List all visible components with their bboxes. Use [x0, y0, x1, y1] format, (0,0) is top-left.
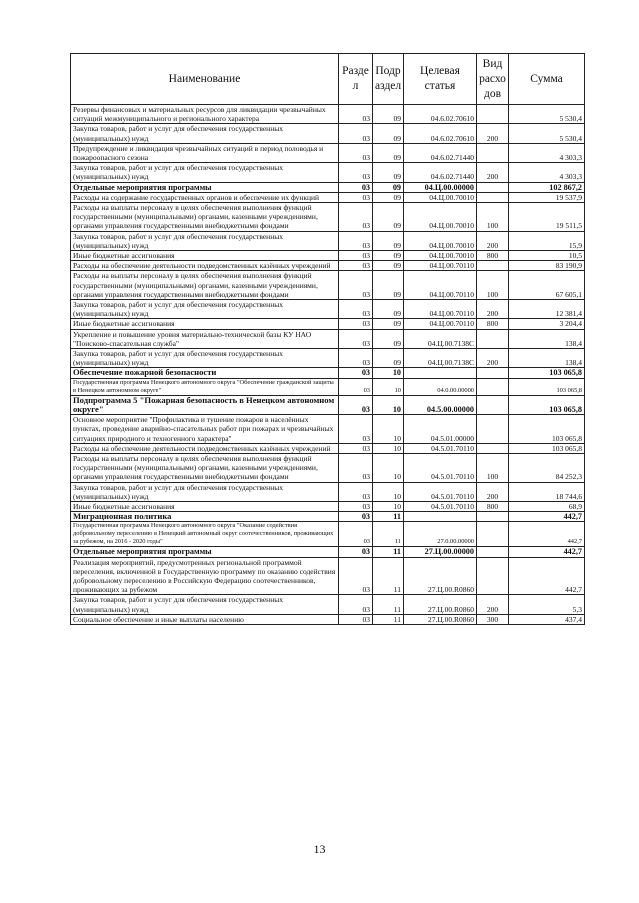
table-row	[71, 271, 585, 300]
row-section-cell: 03	[339, 443, 373, 453]
row-sum-cell: 437,4	[509, 614, 585, 624]
row-section-cell: 03	[339, 547, 373, 557]
row-expense-type-cell: 800	[477, 319, 509, 329]
table-row	[71, 203, 585, 232]
row-target-cell: 04.5.01.00000	[404, 415, 477, 444]
row-expense-type-cell	[477, 105, 509, 124]
table-row	[71, 349, 585, 368]
row-name-cell: Иные бюджетные ассигнования	[71, 501, 339, 511]
row-target-cell	[404, 512, 477, 522]
row-expense-type-cell	[477, 395, 509, 414]
row-subsection-cell: 09	[373, 251, 404, 261]
table-row	[71, 453, 585, 482]
row-subsection-cell: 11	[373, 557, 404, 595]
row-name-cell: Расходы на выплаты персоналу в целях обеспечения выполнения функций государственными (муниципальными) органами, казенными учреждениями, органами управления государственными внебюджетными фондами	[71, 203, 339, 232]
header-name: Наименование	[71, 54, 339, 105]
row-section-cell: 03	[339, 415, 373, 444]
row-expense-type-cell: 200	[477, 482, 509, 501]
table-row	[71, 501, 585, 511]
row-sum-cell: 442,7	[509, 557, 585, 595]
row-section-cell: 03	[339, 557, 373, 595]
row-name-cell: Закупка товаров, работ и услуг для обеспечения государственных (муниципальных) нужд	[71, 482, 339, 501]
row-target-cell: 04.Ц.00.70010	[404, 251, 477, 261]
row-expense-type-cell	[477, 192, 509, 202]
row-name-cell: Закупка товаров, работ и услуг для обеспечения государственных (муниципальных) нужд	[71, 163, 339, 182]
row-subsection-cell: 11	[373, 614, 404, 624]
row-sum-cell: 18 744,6	[509, 482, 585, 501]
row-expense-type-cell	[477, 329, 509, 348]
table-row	[71, 595, 585, 614]
row-expense-type-cell: 200	[477, 595, 509, 614]
row-expense-type-cell	[477, 443, 509, 453]
table-row	[71, 163, 585, 182]
row-target-cell: 04.6.02.71440	[404, 143, 477, 162]
row-name-cell: Расходы на обеспечение деятельности подведомственных казённых учреждений	[71, 261, 339, 271]
row-subsection-cell: 10	[373, 395, 404, 414]
row-name-cell: Предупреждение и ликвидация чрезвычайных ситуаций в период половодья и пожароопасного сезона	[71, 143, 339, 162]
row-name-cell: Резервы финансовых и материальных ресурсов для ликвидации чрезвычайных ситуаций межмуниципального и регионального характера	[71, 105, 339, 124]
row-section-cell: 03	[339, 395, 373, 414]
row-section-cell: 03	[339, 319, 373, 329]
row-subsection-cell: 09	[373, 203, 404, 232]
row-expense-type-cell	[477, 512, 509, 522]
row-section-cell: 03	[339, 501, 373, 511]
row-sum-cell: 442,7	[509, 547, 585, 557]
row-section-cell: 03	[339, 368, 373, 378]
row-target-cell: 04.6.02.70610	[404, 105, 477, 124]
row-section-cell: 03	[339, 522, 373, 547]
row-target-cell: 04.Ц.00.7138С	[404, 329, 477, 348]
row-sum-cell: 103 065,8	[509, 368, 585, 378]
row-subsection-cell: 09	[373, 192, 404, 202]
row-subsection-cell: 09	[373, 124, 404, 143]
row-target-cell: 04.Ц.00.7138С	[404, 349, 477, 368]
row-expense-type-cell: 800	[477, 501, 509, 511]
row-subsection-cell: 09	[373, 261, 404, 271]
row-sum-cell: 12 381,4	[509, 300, 585, 319]
row-section-cell: 03	[339, 251, 373, 261]
row-sum-cell: 5 530,4	[509, 124, 585, 143]
budget-table-wrapper	[70, 53, 584, 625]
table-row	[71, 192, 585, 202]
row-section-cell: 03	[339, 378, 373, 395]
row-target-cell: 04.6.02.71440	[404, 163, 477, 182]
header-target: Целевая статья	[404, 54, 477, 105]
row-target-cell: 04.6.02.70610	[404, 124, 477, 143]
row-target-cell: 04.Ц.00.70010	[404, 203, 477, 232]
row-subsection-cell: 11	[373, 547, 404, 557]
row-expense-type-cell: 100	[477, 271, 509, 300]
row-name-cell: Социальное обеспечение и иные выплаты населению	[71, 614, 339, 624]
row-expense-type-cell: 200	[477, 124, 509, 143]
row-name-cell: Расходы на выплаты персоналу в целях обеспечения выполнения функций государственными (муниципальными) органами, казенными учреждениями, органами управления государственными внебюджетными фондами	[71, 271, 339, 300]
row-sum-cell: 103 065,8	[509, 415, 585, 444]
table-row	[71, 143, 585, 162]
row-section-cell: 03	[339, 182, 373, 192]
row-section-cell: 03	[339, 261, 373, 271]
row-sum-cell: 84 252,3	[509, 453, 585, 482]
row-name-cell: Закупка товаров, работ и услуг для обеспечения государственных (муниципальных) нужд	[71, 595, 339, 614]
row-name-cell: Закупка товаров, работ и услуг для обеспечения государственных (муниципальных) нужд	[71, 349, 339, 368]
table-row	[71, 443, 585, 453]
row-subsection-cell: 09	[373, 182, 404, 192]
row-expense-type-cell	[477, 557, 509, 595]
row-sum-cell: 103 065,8	[509, 378, 585, 395]
row-subsection-cell: 09	[373, 143, 404, 162]
header-expense-type: Вид расхо дов	[477, 54, 509, 105]
row-sum-cell: 3 204,4	[509, 319, 585, 329]
row-subsection-cell: 09	[373, 329, 404, 348]
row-target-cell: 04.5.01.70110	[404, 482, 477, 501]
row-sum-cell: 19 511,5	[509, 203, 585, 232]
row-sum-cell: 102 867,2	[509, 182, 585, 192]
table-row	[71, 415, 585, 444]
row-section-cell: 03	[339, 271, 373, 300]
row-name-cell: Государственная программа Ненецкого автономного округа "Оказание содействия добровольному переселению в Ненецкий автономный округ соотечественников, проживающих за рубежом, на 2016 - 2020 годы"	[71, 522, 339, 547]
row-section-cell: 03	[339, 124, 373, 143]
row-sum-cell: 4 303,3	[509, 143, 585, 162]
row-expense-type-cell: 800	[477, 251, 509, 261]
table-row	[71, 300, 585, 319]
row-section-cell: 03	[339, 143, 373, 162]
row-target-cell: 04.Ц.00.70110	[404, 261, 477, 271]
row-subsection-cell: 09	[373, 349, 404, 368]
row-target-cell: 04.Ц.00.70010	[404, 231, 477, 250]
row-sum-cell: 103 065,8	[509, 395, 585, 414]
row-section-cell: 03	[339, 482, 373, 501]
table-row	[71, 547, 585, 557]
row-target-cell: 27.Ц.00.R0860	[404, 557, 477, 595]
row-subsection-cell: 09	[373, 319, 404, 329]
row-target-cell	[404, 368, 477, 378]
row-target-cell: 04.Ц.00.70010	[404, 192, 477, 202]
table-body	[71, 105, 585, 625]
table-row	[71, 368, 585, 378]
row-expense-type-cell	[477, 182, 509, 192]
row-target-cell: 04.5.01.70110	[404, 453, 477, 482]
row-expense-type-cell	[477, 261, 509, 271]
row-section-cell: 03	[339, 595, 373, 614]
row-name-cell: Обеспечение пожарной безопасности	[71, 368, 339, 378]
row-expense-type-cell: 100	[477, 453, 509, 482]
row-section-cell: 03	[339, 512, 373, 522]
row-subsection-cell: 09	[373, 163, 404, 182]
table-header-row	[71, 54, 585, 105]
row-expense-type-cell: 300	[477, 614, 509, 624]
row-sum-cell: 19 537,9	[509, 192, 585, 202]
table-row	[71, 105, 585, 124]
row-expense-type-cell	[477, 143, 509, 162]
row-expense-type-cell	[477, 378, 509, 395]
row-subsection-cell: 09	[373, 231, 404, 250]
row-subsection-cell: 09	[373, 271, 404, 300]
row-target-cell: 27.Ц.00.R0860	[404, 595, 477, 614]
table-row	[71, 124, 585, 143]
row-target-cell: 27.Ц.00.00000	[404, 547, 477, 557]
row-section-cell: 03	[339, 231, 373, 250]
row-name-cell: Подпрограмма 5 "Пожарная безопасность в Ненецком автономном округе"	[71, 395, 339, 414]
table-row	[71, 482, 585, 501]
table-row	[71, 512, 585, 522]
table-row	[71, 378, 585, 395]
row-section-cell: 03	[339, 163, 373, 182]
row-subsection-cell: 10	[373, 482, 404, 501]
row-sum-cell: 442,7	[509, 522, 585, 547]
table-row	[71, 182, 585, 192]
row-expense-type-cell: 200	[477, 300, 509, 319]
row-sum-cell: 4 303,3	[509, 163, 585, 182]
row-section-cell: 03	[339, 192, 373, 202]
row-name-cell: Закупка товаров, работ и услуг для обеспечения государственных (муниципальных) нужд	[71, 300, 339, 319]
row-subsection-cell: 09	[373, 300, 404, 319]
row-section-cell: 03	[339, 349, 373, 368]
row-name-cell: Государственная программа Ненецкого автономного округа "Обеспечение гражданской защиты в Ненецком автономном округе"	[71, 378, 339, 395]
header-section: Разде л	[339, 54, 373, 105]
row-name-cell: Иные бюджетные ассигнования	[71, 319, 339, 329]
row-name-cell: Основное мероприятие "Профилактика и тушение пожаров в населённых пунктах, проведение аварийно-спасательных работ при пожарах и чрезвычайных ситуациях природного и техногенного характера"	[71, 415, 339, 444]
row-sum-cell: 15,9	[509, 231, 585, 250]
row-expense-type-cell: 200	[477, 163, 509, 182]
row-name-cell: Расходы на обеспечение деятельности подведомственных казённых учреждений	[71, 443, 339, 453]
table-row	[71, 557, 585, 595]
row-target-cell: 04.Ц.00.00000	[404, 182, 477, 192]
row-section-cell: 03	[339, 614, 373, 624]
row-target-cell: 04.5.00.00000	[404, 395, 477, 414]
table-row	[71, 522, 585, 547]
row-target-cell: 04.Ц.00.70110	[404, 319, 477, 329]
row-subsection-cell: 10	[373, 501, 404, 511]
row-sum-cell: 68,9	[509, 501, 585, 511]
row-sum-cell: 5 530,4	[509, 105, 585, 124]
row-name-cell: Реализация мероприятий, предусмотренных региональной программой переселения, включенной в Государственную программу по оказанию содействия добровольному переселению в Российскую Федерацию соотечественников, проживающих за рубежом	[71, 557, 339, 595]
row-sum-cell: 138,4	[509, 329, 585, 348]
row-expense-type-cell	[477, 415, 509, 444]
table-row	[71, 395, 585, 414]
row-expense-type-cell: 200	[477, 231, 509, 250]
header-subsection: Подр аздел	[373, 54, 404, 105]
row-subsection-cell: 11	[373, 595, 404, 614]
row-subsection-cell: 09	[373, 105, 404, 124]
row-name-cell: Расходы на выплаты персоналу в целях обеспечения выполнения функций государственными (муниципальными) органами, казенными учреждениями, органами управления государственными внебюджетными фондами	[71, 453, 339, 482]
budget-table	[70, 53, 585, 625]
row-expense-type-cell	[477, 522, 509, 547]
row-subsection-cell: 10	[373, 415, 404, 444]
page-number: 13	[313, 842, 326, 856]
row-target-cell: 04.Ц.00.70110	[404, 271, 477, 300]
table-row	[71, 261, 585, 271]
row-sum-cell: 5,3	[509, 595, 585, 614]
table-row	[71, 319, 585, 329]
table-row	[71, 614, 585, 624]
row-subsection-cell: 11	[373, 512, 404, 522]
row-target-cell: 04.5.01.70110	[404, 443, 477, 453]
row-sum-cell: 138,4	[509, 349, 585, 368]
row-name-cell: Отдельные мероприятия программы	[71, 182, 339, 192]
row-name-cell: Укрепление и повышение уровня материально-технической базы КУ НАО "Поисково-спасательная служба"	[71, 329, 339, 348]
row-target-cell: 04.Ц.00.70110	[404, 300, 477, 319]
row-section-cell: 03	[339, 329, 373, 348]
row-section-cell: 03	[339, 453, 373, 482]
row-subsection-cell: 10	[373, 443, 404, 453]
row-target-cell: 27.Ц.00.R0860	[404, 614, 477, 624]
row-name-cell: Миграционная политика	[71, 512, 339, 522]
row-expense-type-cell	[477, 368, 509, 378]
row-name-cell: Отдельные мероприятия программы	[71, 547, 339, 557]
header-sum: Сумма	[509, 54, 585, 105]
row-section-cell: 03	[339, 300, 373, 319]
row-sum-cell: 442,7	[509, 512, 585, 522]
row-subsection-cell: 10	[373, 453, 404, 482]
row-name-cell: Иные бюджетные ассигнования	[71, 251, 339, 261]
row-sum-cell: 83 190,9	[509, 261, 585, 271]
row-target-cell: 04.0.00.00000	[404, 378, 477, 395]
row-target-cell: 04.5.01.70110	[404, 501, 477, 511]
row-subsection-cell: 11	[373, 522, 404, 547]
row-name-cell: Закупка товаров, работ и услуг для обеспечения государственных (муниципальных) нужд	[71, 231, 339, 250]
row-expense-type-cell: 200	[477, 349, 509, 368]
row-subsection-cell: 10	[373, 368, 404, 378]
row-expense-type-cell	[477, 547, 509, 557]
row-name-cell: Расходы на содержание государственных органов и обеспечение их функций	[71, 192, 339, 202]
row-subsection-cell: 10	[373, 378, 404, 395]
row-sum-cell: 10,5	[509, 251, 585, 261]
row-sum-cell: 103 065,8	[509, 443, 585, 453]
row-section-cell: 03	[339, 203, 373, 232]
table-row	[71, 251, 585, 261]
row-sum-cell: 67 605,1	[509, 271, 585, 300]
row-section-cell: 03	[339, 105, 373, 124]
table-row	[71, 231, 585, 250]
row-expense-type-cell: 100	[477, 203, 509, 232]
row-name-cell: Закупка товаров, работ и услуг для обеспечения государственных (муниципальных) нужд	[71, 124, 339, 143]
row-target-cell: 27.0.00.00000	[404, 522, 477, 547]
table-row	[71, 329, 585, 348]
